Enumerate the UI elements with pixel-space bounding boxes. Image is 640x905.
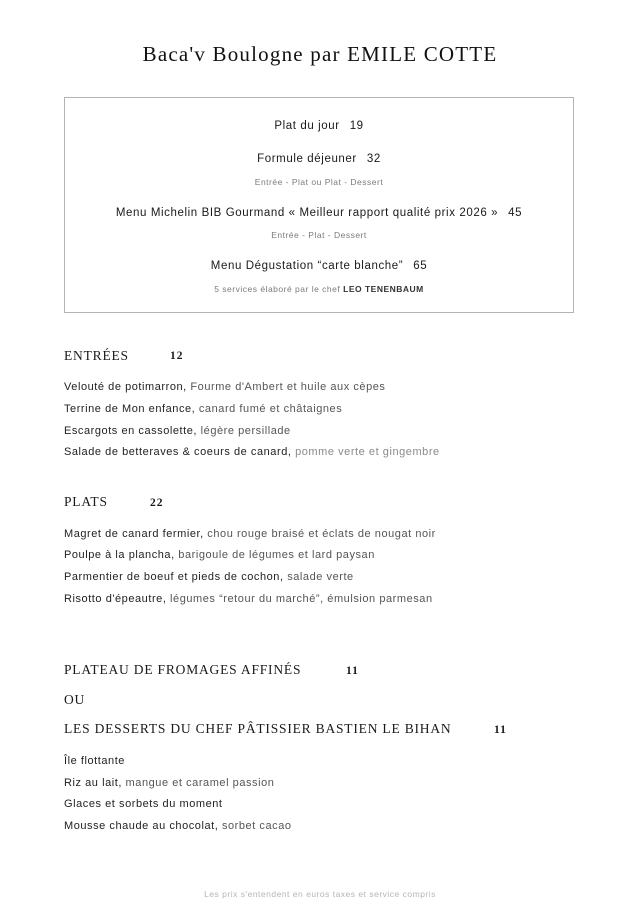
menu-item xyxy=(64,403,342,415)
dish-desc: Fourme d'Ambert et huile aux cèpes xyxy=(186,381,386,393)
menu-item xyxy=(64,755,125,767)
section-price-plats: 22 xyxy=(150,497,164,509)
section-heading-fromages: PLATEAU DE FROMAGES AFFINÉS xyxy=(64,662,302,677)
menu-item xyxy=(64,528,436,540)
dish-desc: chou rouge braisé et éclats de nougat noir xyxy=(203,528,436,540)
detail-text: 5 services élaboré par le chef xyxy=(214,284,344,294)
section-heading-entrees: ENTRÉES xyxy=(64,348,129,363)
menu-item xyxy=(64,571,354,583)
formula-label: Plat du jour xyxy=(274,120,340,132)
menu-item xyxy=(64,381,385,393)
dish-name: Velouté de potimarron, xyxy=(64,381,187,393)
dish-name: Terrine de Mon enfance, xyxy=(64,403,196,415)
formulas-box xyxy=(64,97,574,313)
dish-name: Riz au lait, xyxy=(64,777,122,789)
dish-desc: sorbet cacao xyxy=(218,820,292,832)
menu-item xyxy=(64,798,223,810)
section-heading-desserts: LES DESSERTS DU CHEF PÂTISSIER BASTIEN LE BIHAN xyxy=(64,721,452,736)
dish-desc: légumes “retour du marché”, émulsion parmesan xyxy=(166,593,433,605)
dish-desc: barigoule de légumes et lard paysan xyxy=(174,549,375,561)
formula-price: 45 xyxy=(508,207,523,219)
dish-desc: légère persillade xyxy=(197,425,291,437)
dish-desc: canard fumé et châtaignes xyxy=(195,403,343,415)
menu-item xyxy=(64,593,433,605)
formula-degustation-detail xyxy=(65,284,573,294)
dish-name: Magret de canard fermier, xyxy=(64,528,204,540)
formula-label: Formule déjeuner xyxy=(257,153,357,165)
formula-label: Menu Dégustation “carte blanche” xyxy=(210,260,404,272)
menu-item xyxy=(64,777,274,789)
formula-dejeuner xyxy=(65,153,573,165)
formula-price: 19 xyxy=(349,120,364,132)
restaurant-title: Baca'v Boulogne par EMILE COTTE xyxy=(142,42,498,66)
dish-desc: mangue et caramel passion xyxy=(121,777,275,789)
menu-item xyxy=(64,425,291,437)
formula-bib-detail: Entrée - Plat - Dessert xyxy=(271,230,367,240)
menu-item xyxy=(64,446,440,458)
formula-plat-du-jour xyxy=(65,120,573,132)
formula-label: Menu Michelin BIB Gourmand « Meilleur rapport qualité prix 2026 » xyxy=(115,207,499,219)
dish-name: Glaces et sorbets du moment xyxy=(64,798,223,810)
section-price-fromages: 11 xyxy=(346,665,359,677)
dish-desc: salade verte xyxy=(283,571,354,583)
dish-name: Salade de betteraves & coeurs de canard, xyxy=(64,446,292,458)
section-price-desserts: 11 xyxy=(494,724,507,736)
formula-dejeuner-detail: Entrée - Plat ou Plat - Dessert xyxy=(254,177,384,187)
dish-name: Poulpe à la plancha, xyxy=(64,549,175,561)
menu-item xyxy=(64,820,292,832)
section-heading-plats: PLATS xyxy=(64,494,108,509)
or-separator: OU xyxy=(64,692,86,707)
dish-name: Escargots en cassolette, xyxy=(64,425,198,437)
formula-degustation xyxy=(65,260,573,272)
formula-price: 32 xyxy=(366,153,381,165)
section-price-entrees: 12 xyxy=(170,350,184,362)
dish-name: Île flottante xyxy=(64,755,125,767)
dish-desc: pomme verte et gingembre xyxy=(291,446,440,458)
dish-name: Risotto d'épeautre, xyxy=(64,593,167,605)
dish-name: Mousse chaude au chocolat, xyxy=(64,820,219,832)
menu-item xyxy=(64,549,375,561)
price-disclaimer: Les prix s'entendent en euros taxes et service compris xyxy=(204,889,436,899)
dish-name: Parmentier de boeuf et pieds de cochon, xyxy=(64,571,284,583)
chef-name: LEO TENENBAUM xyxy=(343,284,424,294)
formula-bib-gourmand xyxy=(65,207,573,219)
formula-price: 65 xyxy=(413,260,428,272)
